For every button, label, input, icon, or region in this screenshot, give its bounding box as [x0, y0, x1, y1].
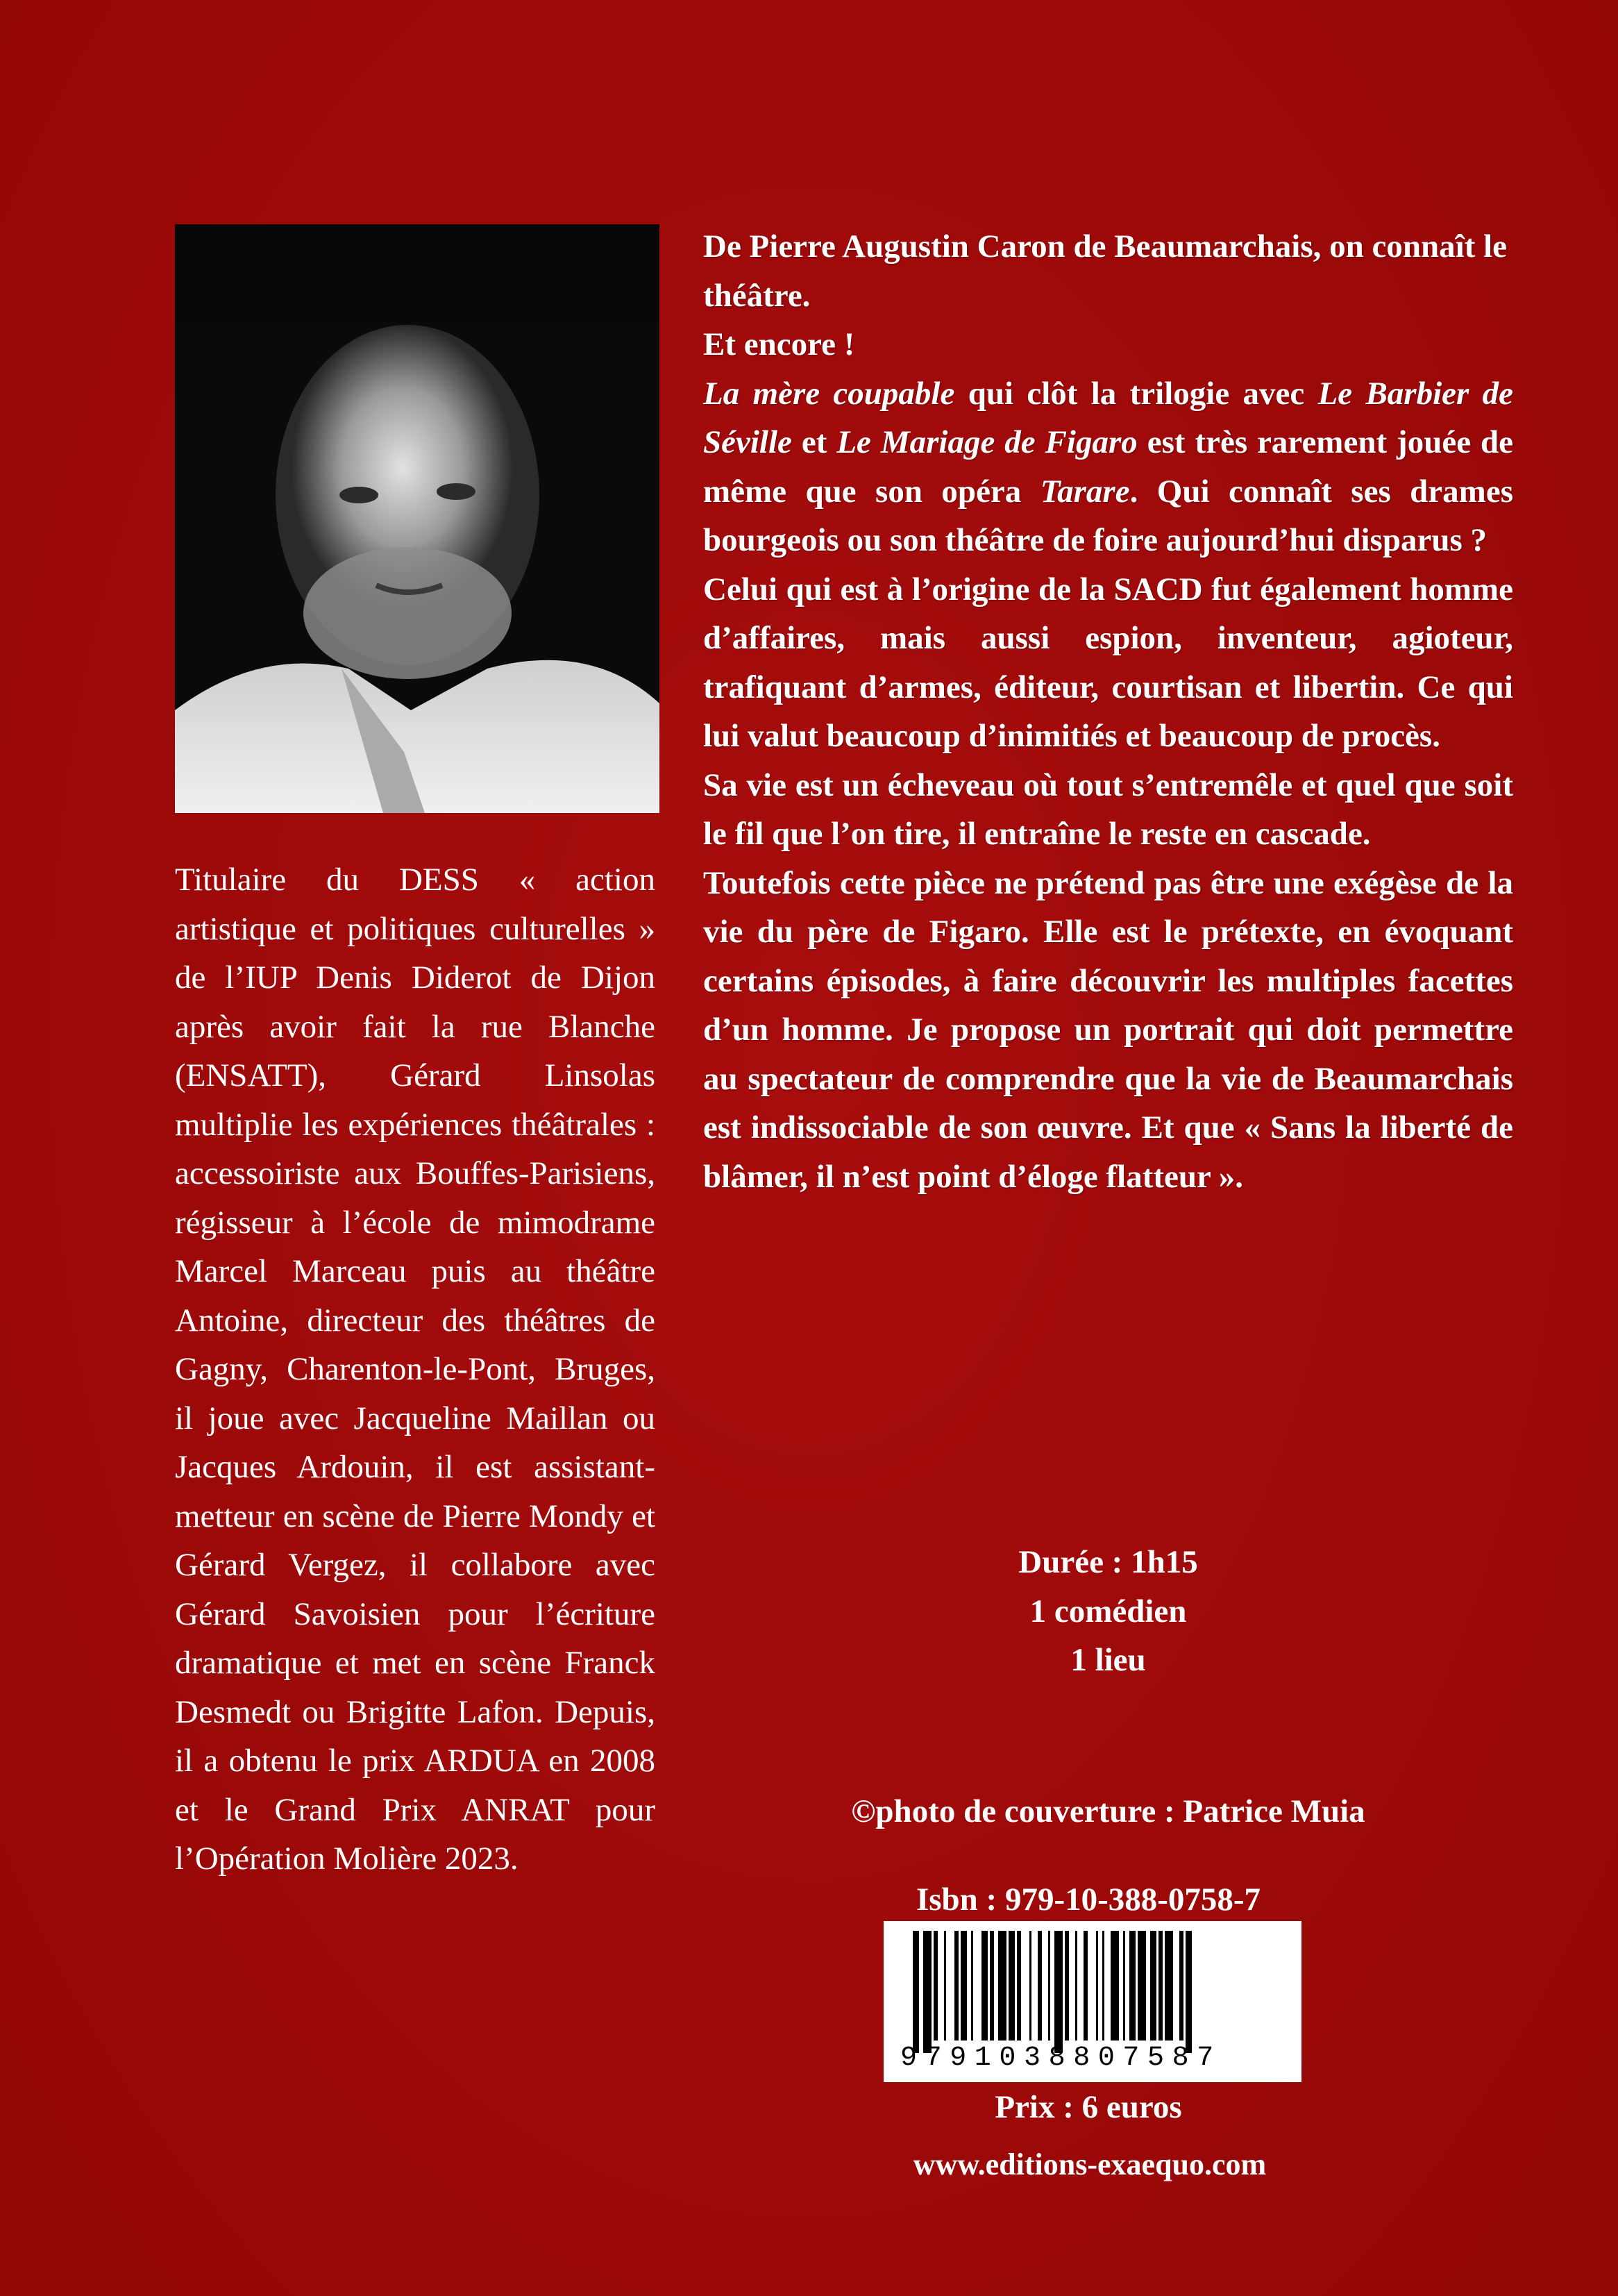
barcode-bar: [961, 1931, 967, 2041]
barcode-bar: [1150, 1931, 1156, 2041]
title-le-barbier-de-seville: Le Barbier de Séville: [703, 375, 1513, 460]
blurb-text: et: [791, 424, 837, 460]
duration: Durée : 1h15: [1018, 1544, 1198, 1580]
actor-count: 1 comédien: [1029, 1593, 1187, 1629]
barcode-bar: [934, 1931, 938, 2041]
price: Prix : 6 euros: [995, 2089, 1182, 2125]
barcode-bar: [1075, 1931, 1077, 2041]
blurb: [703, 222, 1513, 1201]
blurb-text: est très rarement jouée de même que son opéra: [703, 424, 1514, 510]
barcode-bar: [923, 1931, 932, 2053]
portrait-silhouette-icon: [175, 224, 659, 813]
barcode-bar: [990, 1931, 994, 2041]
barcode-bar: [1029, 1931, 1031, 2041]
barcode-icon: [884, 1921, 1301, 2082]
barcode-bar: [1054, 1931, 1063, 2053]
barcode-bar: [1165, 1931, 1173, 2041]
blurb-paragraph: Et encore !: [703, 326, 855, 362]
barcode-bar: [1129, 1931, 1136, 2041]
title-tarare: Tarare: [1040, 473, 1130, 510]
barcode-bar: [971, 1931, 973, 2041]
isbn: Isbn : 979-10-388-0758-7: [916, 1882, 1261, 1918]
barcode-bar: [954, 1931, 959, 2041]
barcode-bar: [1123, 1931, 1125, 2041]
barcode-bar: [981, 1931, 988, 2041]
barcode-bar: [1186, 1931, 1192, 2053]
barcode-bar: [1158, 1931, 1163, 2041]
barcode-bar: [944, 1931, 946, 2041]
barcode-bar: [1096, 1931, 1098, 2041]
blurb-paragraph: [703, 369, 1513, 565]
place-count: 1 lieu: [1070, 1642, 1146, 1678]
play-specs: [703, 1538, 1513, 1685]
barcode-bar: [1084, 1931, 1088, 2041]
blurb-text: qui clôt la trilogie avec: [954, 375, 1318, 412]
blurb-paragraph: Celui qui est à l’origine de la SACD fut également homme d’affaires, mais aussi espion, inventeur, agioteur, trafiquant d’armes, éditeur, courtisan et libertin. Ce qui lui valut beaucoup d’inimitiés et beaucoup de procès.: [703, 571, 1513, 754]
blurb-paragraph: Toutefois cette pièce ne prétend pas être une exégèse de la vie du père de Figaro. Elle est le prétexte, en évoquant certains épisodes, à faire découvrir les multiples facettes d’un homme. Je propose un portrait qui doit permettre au spectateur de comprendre que la vie de Beaumarchais est indissociable de son œuvre. Et que « Sans la liberté de blâmer, il n’est point d’éloge flatteur ».: [703, 864, 1513, 1195]
barcode-bar: [913, 1931, 919, 2053]
publisher-website: www.editions-exaequo.com: [913, 2147, 1267, 2181]
barcode-bar: [1102, 1931, 1104, 2041]
author-portrait-photo: [175, 224, 659, 813]
barcode-bar: [998, 1931, 1006, 2041]
barcode-bar: [1038, 1931, 1042, 2041]
barcode-bar: [1065, 1931, 1069, 2041]
blurb-paragraph: Sa vie est un écheveau où tout s’entremêle et quel que soit le fil que l’on tire, il entraîne le reste en cascade.: [703, 766, 1513, 852]
barcode-bar: [1048, 1931, 1050, 2041]
author-biography: [175, 855, 655, 1884]
barcode-bar: [1179, 1931, 1183, 2041]
blurb-text: . Qui connaît ses drames bourgeois ou son théâtre de foire aujourd’hui disparus ?: [703, 473, 1513, 558]
photo-credit: ©photo de couverture : Patrice Muia: [851, 1793, 1365, 1829]
blurb-paragraph: De Pierre Augustin Caron de Beaumarchais, on connaît le théâtre.: [703, 228, 1508, 314]
barcode-bar: [1111, 1931, 1119, 2041]
title-le-mariage-de-figaro: Le Mariage de Figaro: [836, 424, 1138, 460]
barcode-bar: [1017, 1931, 1021, 2041]
bio-paragraph: Titulaire du DESS « action artistique et politiques culturelles » de l’IUP Denis Diderot de Dijon après avoir fait la rue Blanche (ENSATT), Gérard Linsolas multiplie les expériences théâtrales : accessoiriste aux Bouffes-Parisiens, régisseur à l’école de mimodrame Marcel Marceau puis au théâtre Antoine, directeur des théâtres de Gagny, Charenton-le-Pont, Bruges, il joue avec Jacqueline Maillan ou Jacques Ardouin, il est assistant-metteur en scène de Pierre Mondy et Gérard Vergez, il collabore avec Gérard Savoisien pour l’écriture dramatique et met en scène Franck Desmedt ou Brigitte Lafon. Depuis, il a obtenu le prix ARDUA en 2008 et le Grand Prix ANRAT pour l’Opération Molière 2023.: [175, 862, 655, 1877]
barcode-bar: [1138, 1931, 1146, 2041]
title-la-mere-coupable: La mère coupable: [703, 375, 955, 412]
barcode-bar: [1009, 1931, 1015, 2041]
barcode-digits: 9791038807587: [900, 2043, 1222, 2074]
